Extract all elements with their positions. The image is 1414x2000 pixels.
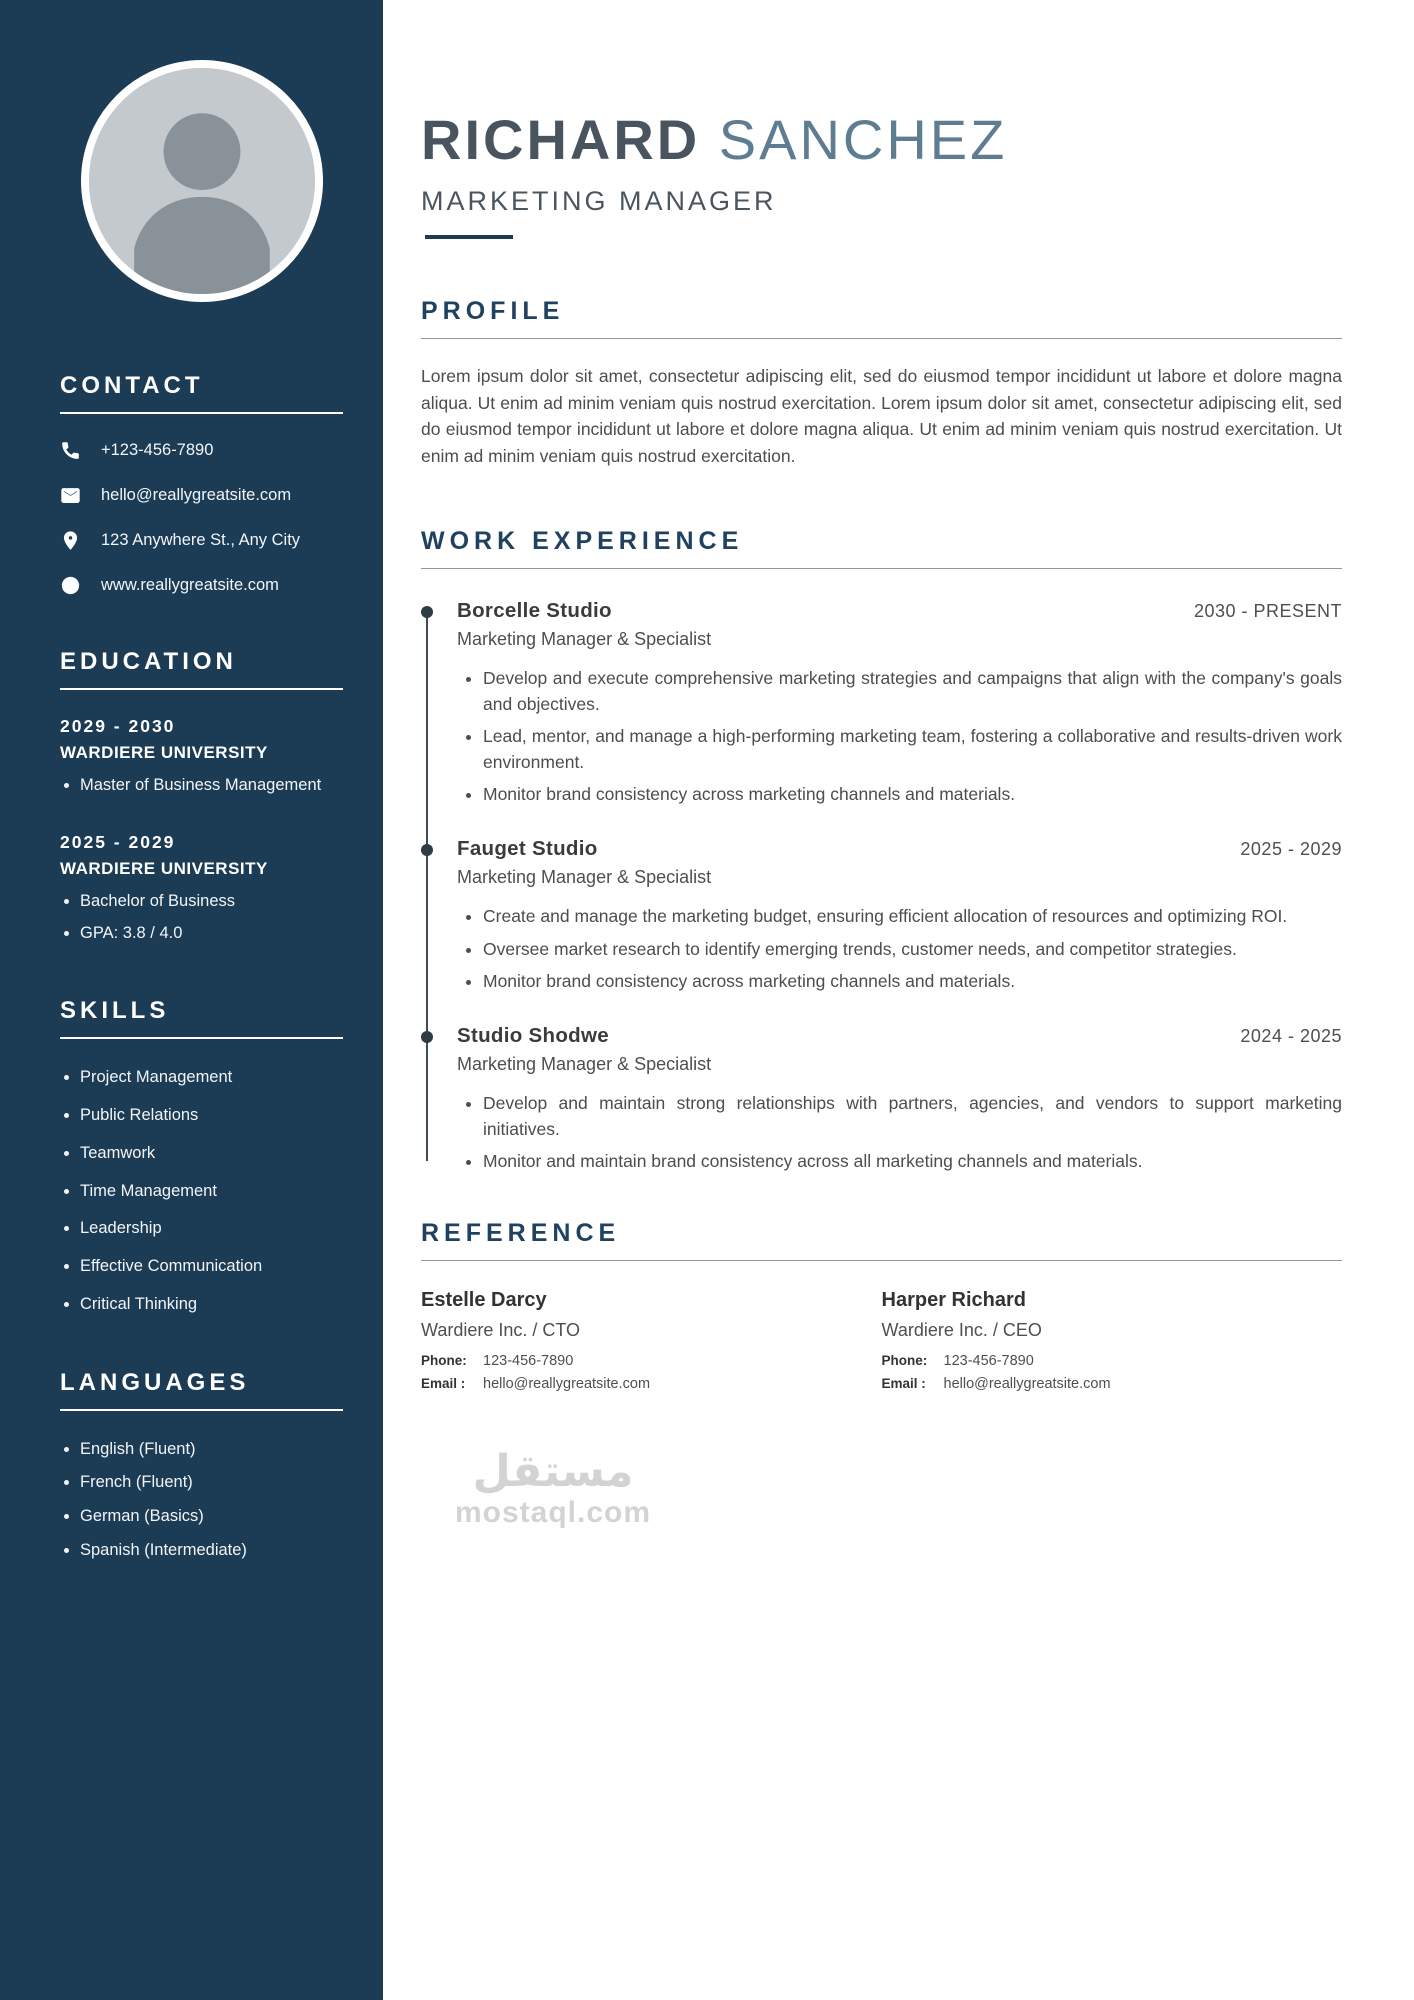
job-bullets	[457, 1091, 1342, 1174]
language-item: • German (Basics)	[80, 1504, 343, 1529]
reference-phone-label: Phone:	[881, 1352, 928, 1368]
job-bullets	[457, 904, 1342, 994]
reference-heading: REFERENCE	[421, 1218, 621, 1247]
skill-item: • Effective Communication	[80, 1254, 343, 1279]
job-period: 2025 - 2029	[1240, 839, 1342, 860]
email-icon	[60, 485, 81, 506]
job-bullet: • Monitor brand consistency across marketing channels and materials.	[483, 969, 1342, 994]
skills-heading: SKILLS	[60, 997, 343, 1039]
languages-list	[60, 1437, 343, 1563]
skill-item: • Project Management	[80, 1065, 343, 1090]
reference-grid	[421, 1289, 1342, 1399]
contact-item-phone	[60, 440, 343, 461]
contact-address-text: 123 Anywhere St., Any City	[101, 531, 301, 549]
skill-item: • Teamwork	[80, 1141, 343, 1166]
sidebar	[0, 0, 383, 2000]
reference-name: Estelle Darcy	[421, 1288, 547, 1311]
education-points	[60, 889, 343, 946]
education-point: • GPA: 3.8 / 4.0	[80, 921, 343, 946]
section-divider	[421, 338, 1342, 339]
reference-email-label: Email :	[881, 1375, 926, 1391]
experience-timeline	[426, 599, 1342, 1174]
languages-heading: LANGUAGES	[60, 1369, 343, 1411]
skill-item: • Public Relations	[80, 1103, 343, 1128]
reference-name: Harper Richard	[881, 1288, 1026, 1311]
job-header	[457, 1024, 1342, 1048]
skills-list	[60, 1065, 343, 1316]
education-years: 2029 - 2030	[60, 716, 176, 736]
skill-item: • Critical Thinking	[80, 1292, 343, 1317]
job-entry	[457, 599, 1342, 807]
reference-email-label: Email :	[421, 1375, 466, 1391]
education-heading: EDUCATION	[60, 648, 343, 690]
education-point: • Master of Business Management	[80, 773, 343, 798]
job-bullet: • Monitor and maintain brand consistency across all marketing channels and materials.	[483, 1149, 1342, 1174]
work-experience-section	[421, 527, 1342, 1174]
contact-section	[60, 372, 343, 596]
job-company: Studio Shodwe	[457, 1024, 609, 1048]
reference-email-row	[421, 1376, 882, 1392]
reference-position: Wardiere Inc. / CTO	[421, 1319, 581, 1340]
job-bullet: • Oversee market research to identify emerging trends, customer needs, and competitor strategies.	[483, 937, 1342, 962]
education-points	[60, 773, 343, 798]
reference-section	[421, 1219, 1342, 1399]
job-company: Fauget Studio	[457, 837, 598, 861]
reference-phone-row	[421, 1353, 882, 1369]
job-header	[457, 599, 1342, 623]
watermark-url: mostaql.com	[455, 1496, 652, 1530]
reference-phone-value: 123-456-7890	[943, 1352, 1034, 1369]
reference-phone-label: Phone:	[421, 1352, 467, 1368]
profile-section	[421, 297, 1342, 469]
language-item: • Spanish (Intermediate)	[80, 1538, 343, 1563]
reference-card	[421, 1289, 882, 1399]
reference-card	[882, 1289, 1343, 1399]
location-icon	[60, 530, 81, 551]
reference-position: Wardiere Inc. / CEO	[881, 1319, 1042, 1340]
reference-phone-row	[882, 1353, 1343, 1369]
job-role: Marketing Manager & Specialist	[457, 867, 712, 888]
reference-email-value: hello@reallygreatsite.com	[483, 1375, 651, 1392]
contact-item-address	[60, 530, 343, 551]
contact-phone-text: +123-456-7890	[101, 441, 214, 459]
skill-item: • Leadership	[80, 1216, 343, 1241]
reference-email-value: hello@reallygreatsite.com	[943, 1375, 1111, 1392]
skills-section	[60, 997, 343, 1316]
job-bullets	[457, 666, 1342, 807]
main-content	[383, 0, 1414, 2000]
first-name: RICHARD	[421, 108, 701, 171]
reference-email-row	[882, 1376, 1343, 1392]
watermark-arabic: مستقل	[472, 1447, 634, 1496]
globe-icon	[60, 575, 81, 596]
person-name	[421, 108, 1342, 171]
education-section	[60, 648, 343, 945]
profile-text: Lorem ipsum dolor sit amet, consectetur adipiscing elit, sed do eiusmod tempor incididunt ut labore et dolore magna aliqua. Ut enim ad minim veniam quis nostrud exercitation. Lorem ipsum dolor sit amet, consectetur adipiscing elit, sed do eiusmod tempor incididunt ut labore et dolore magna aliqua. Ut enim ad minim veniam quis nostrud exercitation. Ut enim ad minim veniam quis nostrud exercitation.	[421, 366, 1342, 466]
person-silhouette-icon	[89, 68, 315, 294]
job-bullet: • Develop and execute comprehensive marketing strategies and campaigns that align with the company's goals and objectives.	[483, 666, 1342, 717]
skill-item: • Time Management	[80, 1179, 343, 1204]
languages-section	[60, 1369, 343, 1563]
language-item: • French (Fluent)	[80, 1470, 343, 1495]
job-header	[457, 837, 1342, 861]
job-bullet: • Create and manage the marketing budget, ensuring efficient allocation of resources and optimizing ROI.	[483, 904, 1342, 929]
education-years: 2025 - 2029	[60, 831, 176, 852]
job-entry	[457, 837, 1342, 994]
job-period: 2024 - 2025	[1240, 1026, 1342, 1047]
education-point: • Bachelor of Business	[80, 889, 343, 914]
job-period: 2030 - PRESENT	[1193, 601, 1342, 622]
job-bullet: • Monitor brand consistency across marketing channels and materials.	[483, 782, 1342, 807]
section-divider	[421, 1260, 1342, 1261]
job-entry	[457, 1024, 1342, 1174]
work-experience-heading: WORK EXPERIENCE	[421, 527, 744, 556]
profile-heading: PROFILE	[421, 297, 565, 325]
accent-bar	[425, 235, 513, 239]
language-item: • English (Fluent)	[80, 1437, 343, 1462]
job-bullet: • Develop and maintain strong relationships with partners, agencies, and vendors to support marketing initiatives.	[483, 1091, 1342, 1142]
job-role: Marketing Manager & Specialist	[457, 1054, 712, 1075]
education-school: WARDIERE UNIVERSITY	[60, 743, 268, 762]
section-divider	[421, 568, 1342, 569]
job-role: Marketing Manager & Specialist	[457, 629, 712, 650]
education-school: WARDIERE UNIVERSITY	[60, 858, 268, 878]
timeline-dot	[421, 1031, 433, 1043]
job-bullet: • Lead, mentor, and manage a high-performing marketing team, fostering a collaborative and results-driven work environment.	[483, 724, 1342, 775]
contact-item-email	[60, 485, 343, 506]
resume-header	[421, 108, 1342, 239]
job-company: Borcelle Studio	[457, 599, 612, 623]
phone-icon	[60, 440, 81, 461]
reference-phone-value: 123-456-7890	[483, 1352, 574, 1369]
timeline-dot	[421, 844, 433, 856]
contact-website-text: www.reallygreatsite.com	[101, 576, 279, 594]
contact-item-website	[60, 575, 343, 596]
person-job-title: MARKETING MANAGER	[421, 186, 777, 216]
education-entry	[60, 716, 343, 798]
profile-photo	[81, 60, 323, 302]
last-name: SANCHEZ	[718, 108, 1008, 171]
contact-heading: CONTACT	[60, 372, 343, 414]
contact-email-text: hello@reallygreatsite.com	[101, 486, 292, 504]
timeline-dot	[421, 606, 433, 618]
contact-list	[60, 440, 343, 596]
education-entry	[60, 832, 343, 946]
